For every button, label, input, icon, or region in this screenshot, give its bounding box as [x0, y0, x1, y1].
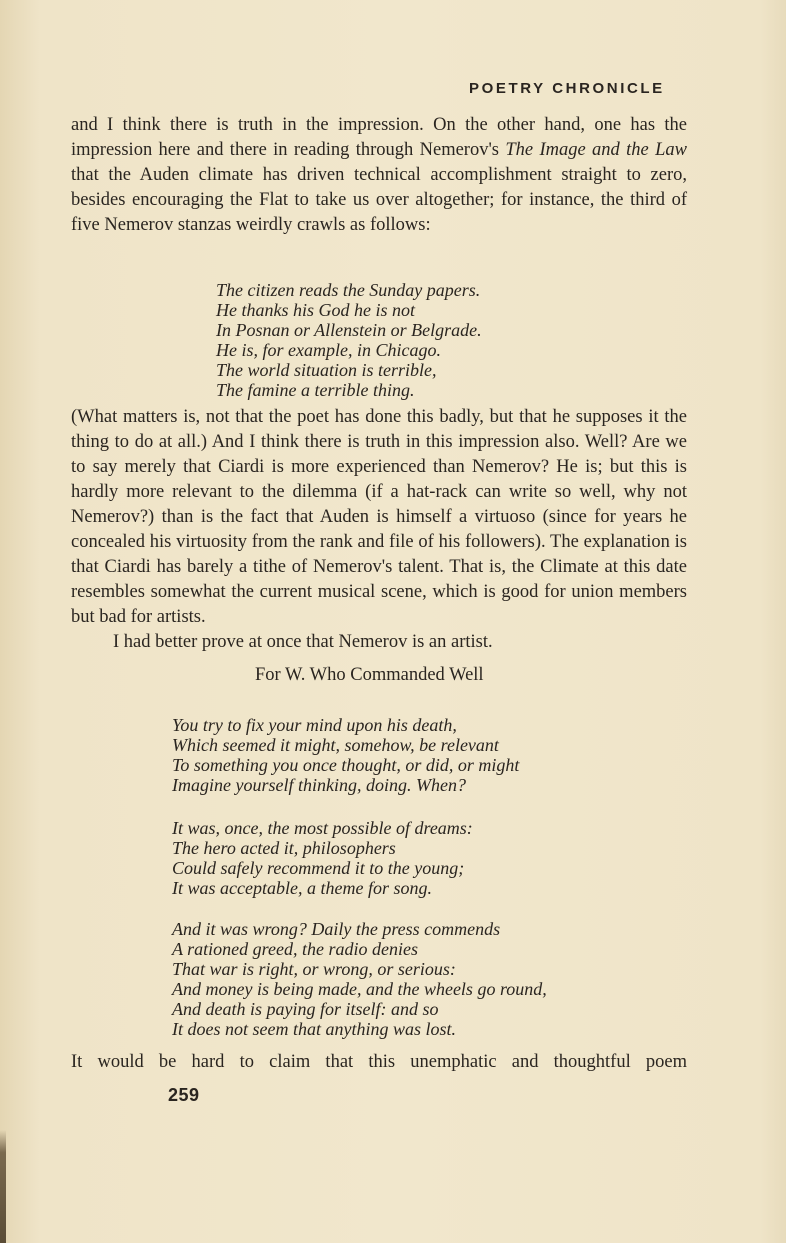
quoted-stanza: [216, 280, 482, 400]
poem-stanza-3: [172, 919, 547, 1039]
paragraph-2: [71, 405, 687, 655]
poem-line: It was acceptable, a theme for song.: [172, 878, 432, 898]
paragraph-1-text-a: and I think there is truth in the impression. On the other hand, one has the impression here and there in reading through Nemerov's: [71, 115, 687, 160]
paragraph-3-text: I had better prove at once that Nemerov is an artist.: [113, 632, 493, 652]
page-number: 259: [168, 1085, 200, 1105]
poem-stanza-1: [172, 715, 519, 795]
poem-line: You try to fix your mind upon his death,: [172, 715, 457, 735]
poem-line: Imagine yourself thinking, doing. When?: [172, 775, 466, 795]
poem-title: For W. Who Commanded Well: [255, 665, 484, 685]
quote-line: In Posnan or Allenstein or Belgrade.: [216, 320, 482, 340]
paragraph-1-text-b: that the Auden climate has driven technical accomplishment straight to zero, besides encouraging the Flat to take us over altogether; for instance, the third of five Nemerov stanzas weirdly crawls as follows:: [71, 165, 687, 235]
poem-line: And it was wrong? Daily the press commends: [172, 919, 501, 939]
poem-line: And money is being made, and the wheels go round,: [172, 979, 547, 999]
poem-line: That war is right, or wrong, or serious:: [172, 959, 456, 979]
paragraph-1: [71, 113, 687, 238]
poem-line: A rationed greed, the radio denies: [172, 939, 418, 959]
quote-line: The world situation is terrible,: [216, 360, 437, 380]
poem-stanza-2: [172, 818, 473, 898]
quote-line: The citizen reads the Sunday papers.: [216, 280, 481, 300]
quote-line: He thanks his God he is not: [216, 300, 415, 320]
quote-line: The famine a terrible thing.: [216, 380, 415, 400]
book-title: The Image and the Law: [505, 140, 687, 160]
poem-line: It does not seem that anything was lost.: [172, 1019, 456, 1039]
poem-line: Which seemed it might, somehow, be relevant: [172, 735, 499, 755]
poem-line: Could safely recommend it to the young;: [172, 858, 465, 878]
poem-line: To something you once thought, or did, or might: [172, 755, 520, 775]
poem-line: It was, once, the most possible of dreams:: [172, 818, 473, 838]
poem-line: And death is paying for itself: and so: [172, 999, 439, 1019]
paragraph-2-text: (What matters is, not that the poet has done this badly, but that he supposes it the thing to do at all.) And I think there is truth in this impression also. Well? Are we to say merely that Ciardi is more experienced than Nemerov? He is; but this is hardly more relevant to the dilemma (if a hat-rack can write so well, why not Nemerov?) than is the fact that Auden is himself a virtuoso (since for years he concealed his virtuosity from the rank and file of his followers). The explanation is that Ciardi has barely a tithe of Nemerov's talent. That is, the Climate at this date resembles somewhat the current musical scene, which is good for union members but bad for artists.: [71, 407, 687, 627]
running-header: POETRY CHRONICLE: [469, 80, 665, 97]
closing-line: It would be hard to claim that this unemphatic and thoughtful poem: [71, 1052, 687, 1072]
poem-line: The hero acted it, philosophers: [172, 838, 396, 858]
binding-shadow: [0, 1130, 6, 1243]
quote-line: He is, for example, in Chicago.: [216, 340, 441, 360]
